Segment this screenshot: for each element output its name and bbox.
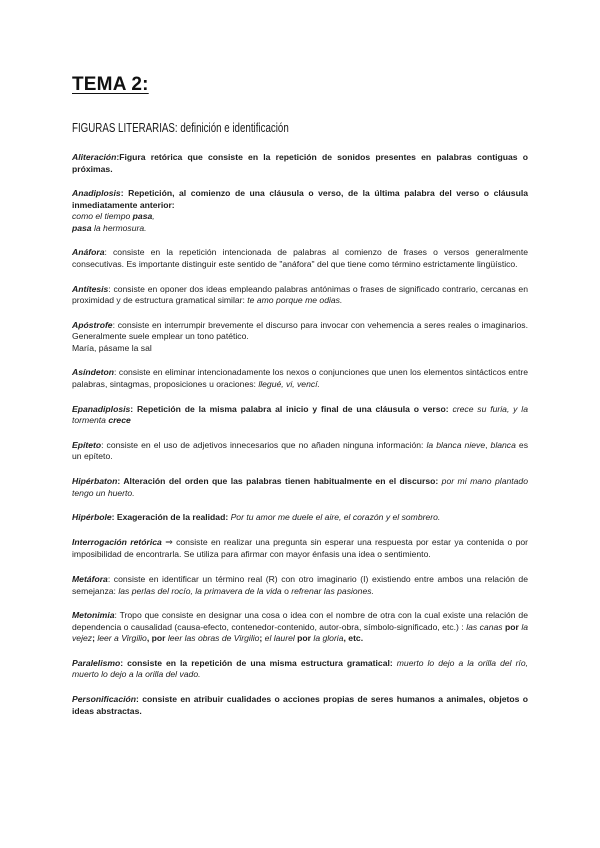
- separator-text: , por: [146, 633, 168, 644]
- example-text: la vejez: [72, 621, 529, 644]
- term-anafora: Anáfora: [72, 247, 105, 258]
- term-interrogacion-retorica: Interrogación retórica: [72, 536, 162, 547]
- example-text: refrenar las pasiones.: [291, 585, 374, 596]
- example-emphasis: crece: [108, 415, 131, 426]
- term-apostrofe: Apóstrofe: [72, 319, 113, 330]
- example-text: muerto lo dejo a la orilla del río, muerto lo dejo a la orilla del vado.: [72, 657, 528, 680]
- page-title: TEMA 2:: [72, 74, 149, 95]
- separator-text: o: [281, 585, 292, 596]
- separator-text: ;: [259, 633, 265, 644]
- entry-epanadiplosis: [72, 404, 528, 427]
- term-metafora: Metáfora: [72, 574, 108, 585]
- example-text: blanca: [490, 439, 516, 450]
- term-anadiplosis: Anadiplosis: [72, 188, 121, 199]
- entry-metonimia: [72, 610, 528, 645]
- entry-epiteto: [72, 440, 528, 463]
- term-hiperbole: Hipérbole: [72, 512, 112, 523]
- example-text: crece su furia, y la tormenta: [72, 403, 528, 426]
- definition-text: : Repetición de la misma palabra al inicio y final de una cláusula o verso:: [130, 403, 453, 414]
- definition-text: : consiste en el uso de adjetivos innecesarios que no añaden ninguna información:: [101, 439, 427, 450]
- example-text: llegué, vi, vencí.: [258, 378, 320, 389]
- term-antitesis: Antítesis: [72, 283, 109, 294]
- definition-text: : Repetición, al comienzo de una cláusula o verso, de la última palabra del verso o cláusula inmediatamente anterior:: [72, 188, 528, 210]
- example-text: ,: [152, 211, 155, 222]
- term-asindeton: Asíndeton: [72, 367, 115, 378]
- example-text: leer a Virgilio: [97, 633, 147, 644]
- entry-aliteracion: [72, 152, 528, 175]
- definition-tail: es un epíteto.: [72, 439, 528, 462]
- definition-text: : consiste en eliminar intencionadamente los nexos o conjunciones que unen los elementos sintácticos entre palabras, sintagmas, proposiciones u oraciones:: [72, 367, 528, 389]
- example-text: leer las obras de Virgilio: [167, 633, 260, 644]
- term-metonimia: Metonimia: [72, 610, 115, 621]
- example-line: [72, 223, 528, 235]
- definition-text: : consiste en atribuir cualidades o acciones propias de seres humanos a animales, objetos o ideas abstractas.: [72, 694, 528, 716]
- definition-text: :Figura retórica que consiste en la repetición de sonidos presentes en palabras contiguas o próximas.: [72, 152, 528, 174]
- term-personificacion: Personificación: [72, 694, 136, 705]
- example-text: las canas: [466, 621, 503, 632]
- separator-text: por: [294, 633, 314, 644]
- entry-interrogacion-retorica: [72, 537, 528, 561]
- example-text: la gloria: [313, 633, 344, 644]
- entry-hiperbaton: [72, 476, 528, 499]
- example-text: te amo porque me odias.: [247, 295, 343, 306]
- entry-anafora: [72, 247, 528, 270]
- example-text: la blanca nieve: [426, 439, 486, 450]
- entry-paralelismo: [72, 658, 528, 681]
- definition-text: : consiste en identificar un término real (R) con otro imaginario (I) existiendo entre ambos una relación de semejanza:: [72, 574, 528, 596]
- definition-text: : Alteración del orden que las palabras tienen habitualmente en el discurso:: [117, 476, 442, 486]
- separator-text: ;: [92, 633, 98, 644]
- term-hiperbaton: Hipérbaton: [72, 476, 118, 486]
- term-epiteto: Epíteto: [72, 439, 102, 450]
- definition-text: : consiste en la repetición intencionada de palabras al comienzo de frases o versos generalmente consecutivas. Es importante distinguir este sentido de "anáfora" del que tiene como término estrictamente lingüístico.: [72, 247, 528, 269]
- term-epanadiplosis: Epanadiplosis: [72, 403, 131, 414]
- figures-list: [72, 152, 528, 730]
- definition-text: : consiste en la repetición de una misma estructura gramatical:: [120, 657, 397, 668]
- entry-apostrofe: [72, 320, 528, 355]
- example-text: Por tu amor me duele el aire, el corazón y el sombrero.: [230, 512, 441, 523]
- example-text: la hermosura.: [91, 222, 147, 233]
- definition-text: consiste en realizar una pregunta sin esperar una respuesta por estar ya contenida o por imposibilidad de encontrarla. Se utiliza para afirmar con mayor énfasis una idea o sentimiento.: [72, 536, 529, 560]
- definition-text: : Exageración de la realidad:: [111, 512, 231, 523]
- example-emphasis: pasa: [132, 211, 153, 222]
- entry-personificacion: [72, 694, 528, 717]
- example-emphasis: pasa: [72, 222, 92, 233]
- entry-hiperbole: [72, 512, 528, 524]
- example-text: el laurel: [264, 633, 295, 644]
- definition-text: : consiste en interrumpir brevemente el discurso para invocar con vehemencia a seres reales o imaginarios. Generalmente suele emplear un tono patético.: [72, 319, 528, 342]
- term-paralelismo: Paralelismo: [72, 657, 121, 668]
- example-line: [72, 211, 528, 223]
- separator-text: ,: [485, 439, 491, 450]
- entry-asindeton: [72, 367, 528, 390]
- separator-text: por: [502, 621, 522, 632]
- separator-text: , etc.: [343, 633, 364, 644]
- implies-arrow-icon: ⇒: [165, 537, 173, 548]
- example-text: por mi mano plantado tengo un huerto.: [72, 476, 528, 498]
- page-subtitle: FIGURAS LITERARIAS: definición e identificación: [72, 121, 289, 135]
- example-text: las perlas del rocío, la primavera de la vida: [118, 585, 282, 596]
- term-aliteracion: Aliteración: [72, 152, 117, 162]
- entry-metafora: [72, 574, 528, 597]
- example-text: como el tiempo: [72, 211, 133, 222]
- entry-antitesis: [72, 284, 528, 307]
- definition-text: : consiste en oponer dos ideas empleando palabras antónimas o frases de significado contrario, cercanas en proximidad y de estructura gramatical similar:: [72, 283, 528, 306]
- entry-anadiplosis: [72, 188, 528, 234]
- example-text: María, pásame la sal: [72, 342, 152, 353]
- definition-text: : Tropo que consiste en designar una cosa o idea con el nombre de otra con la cual existe una relación de dependencia o causalidad (causa-efecto, contenedor-contenido, autor-obra, símbolo-significado, etc.) :: [72, 610, 528, 632]
